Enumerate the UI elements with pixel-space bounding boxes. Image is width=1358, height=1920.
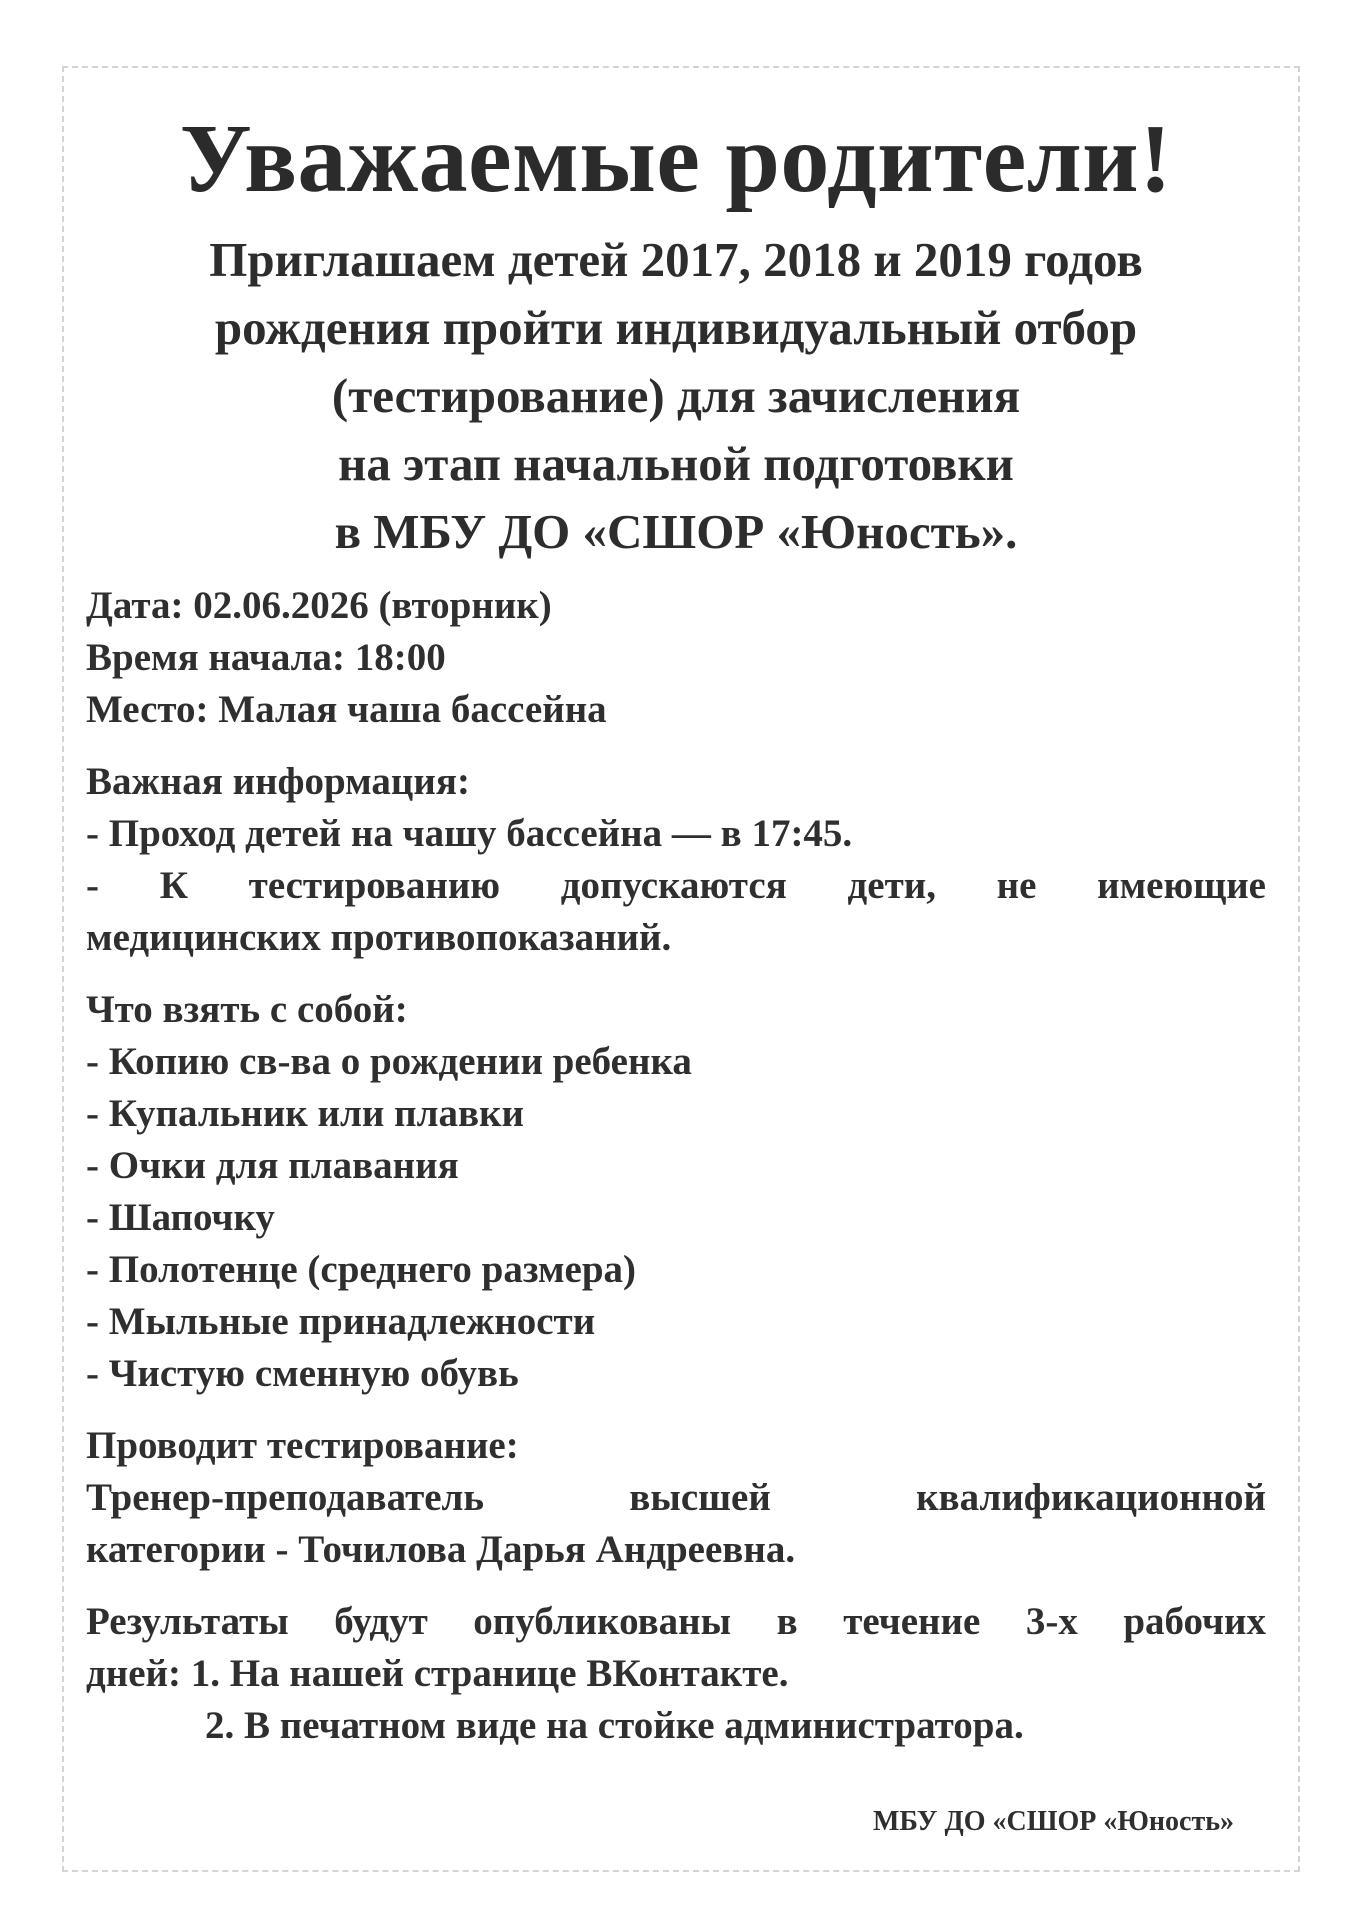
list-item: - Купальник или плавки bbox=[86, 1092, 524, 1135]
invitation-text bbox=[86, 226, 1266, 566]
event-details bbox=[86, 580, 1266, 736]
event-place: Место: Малая чаша бассейна bbox=[86, 688, 607, 731]
invitation-line: в МБУ ДО «СШОР «Юность». bbox=[334, 504, 1018, 559]
list-item: - Чистую сменную обувь bbox=[86, 1352, 519, 1395]
list-item: - Мыльные принадлежности bbox=[86, 1300, 596, 1343]
important-info bbox=[86, 756, 1266, 964]
results-line: Результаты будут опубликованы в течение 3-х рабочих bbox=[86, 1600, 1266, 1643]
conductor-heading: Проводит тестирование: bbox=[86, 1424, 519, 1467]
invitation-line: на этап начальной подготовки bbox=[338, 436, 1014, 491]
results-info bbox=[86, 1596, 1266, 1752]
event-time: Время начала: 18:00 bbox=[86, 636, 446, 679]
list-item-continuation: медицинских противопоказаний. bbox=[86, 916, 672, 959]
list-item: - Проход детей на чашу бассейна — в 17:45. bbox=[86, 812, 853, 855]
list-item: - Полотенце (среднего размера) bbox=[86, 1248, 637, 1291]
event-date: Дата: 02.06.2026 (вторник) bbox=[86, 584, 552, 627]
conductor-info bbox=[86, 1420, 1266, 1576]
important-heading: Важная информация: bbox=[86, 760, 470, 803]
announcement bbox=[86, 100, 1266, 1752]
conductor-line: Тренер-преподаватель высшей квалификационной bbox=[86, 1476, 1266, 1519]
page-title: Уважаемые родители! bbox=[179, 105, 1173, 213]
organization-signature: МБУ ДО «СШОР «Юность» bbox=[872, 1806, 1234, 1837]
results-line: дней: 1. На нашей странице ВКонтакте. bbox=[86, 1652, 789, 1695]
results-line: 2. В печатном виде на стойке администратора. bbox=[205, 1704, 1024, 1747]
list-item: - Копию св-ва о рождении ребенка bbox=[86, 1040, 692, 1083]
bring-heading: Что взять с собой: bbox=[86, 988, 408, 1031]
invitation-line: рождения пройти индивидуальный отбор bbox=[214, 300, 1138, 355]
list-item: - Очки для плавания bbox=[86, 1144, 459, 1187]
list-item: - К тестированию допускаются дети, не имеющие bbox=[86, 864, 1266, 907]
invitation-line: Приглашаем детей 2017, 2018 и 2019 годов bbox=[209, 232, 1143, 287]
bring-list bbox=[86, 984, 1266, 1400]
invitation-line: (тестирование) для зачисления bbox=[331, 368, 1021, 423]
conductor-line: категории - Точилова Дарья Андреевна. bbox=[86, 1528, 796, 1571]
list-item: - Шапочку bbox=[86, 1196, 275, 1239]
